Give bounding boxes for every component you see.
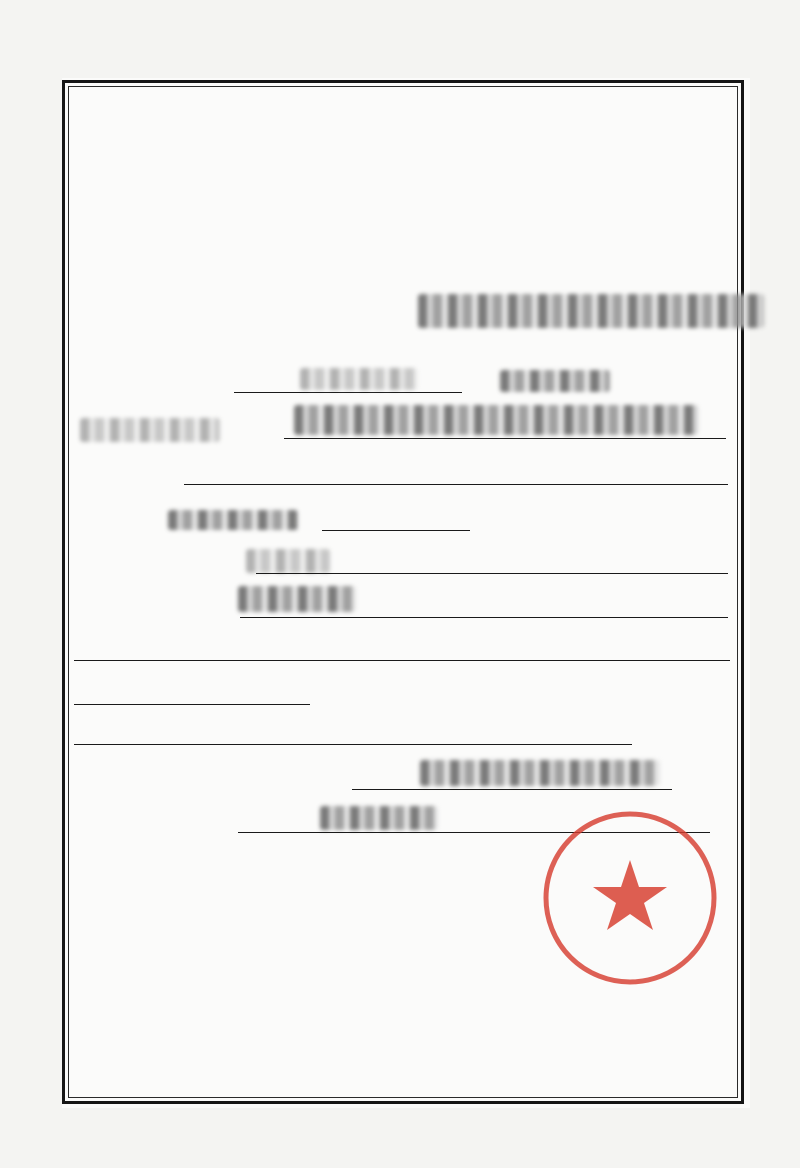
redacted-suspect-in-case — [246, 549, 330, 573]
redacted-birth-date — [80, 418, 220, 442]
redacted-suspect-name-2 — [238, 586, 356, 612]
period-line — [352, 789, 672, 790]
redacted-address — [294, 405, 698, 435]
redacted-contact — [168, 510, 298, 530]
unit-line — [184, 484, 728, 485]
custody-line — [240, 617, 728, 618]
suspect-name-line — [234, 392, 462, 393]
article-line — [74, 744, 632, 745]
official-seal-stamp — [540, 808, 720, 988]
reason-line — [74, 660, 730, 661]
redacted-start-date — [420, 760, 660, 786]
redacted-suspect-name — [300, 368, 418, 390]
reason-line-2 — [74, 704, 310, 705]
contact-line — [322, 530, 470, 531]
address-line — [284, 438, 726, 439]
redacted-document-number — [418, 294, 764, 328]
redacted-guarantor — [320, 806, 438, 830]
case-line — [256, 573, 728, 574]
redacted-gender — [500, 370, 610, 392]
